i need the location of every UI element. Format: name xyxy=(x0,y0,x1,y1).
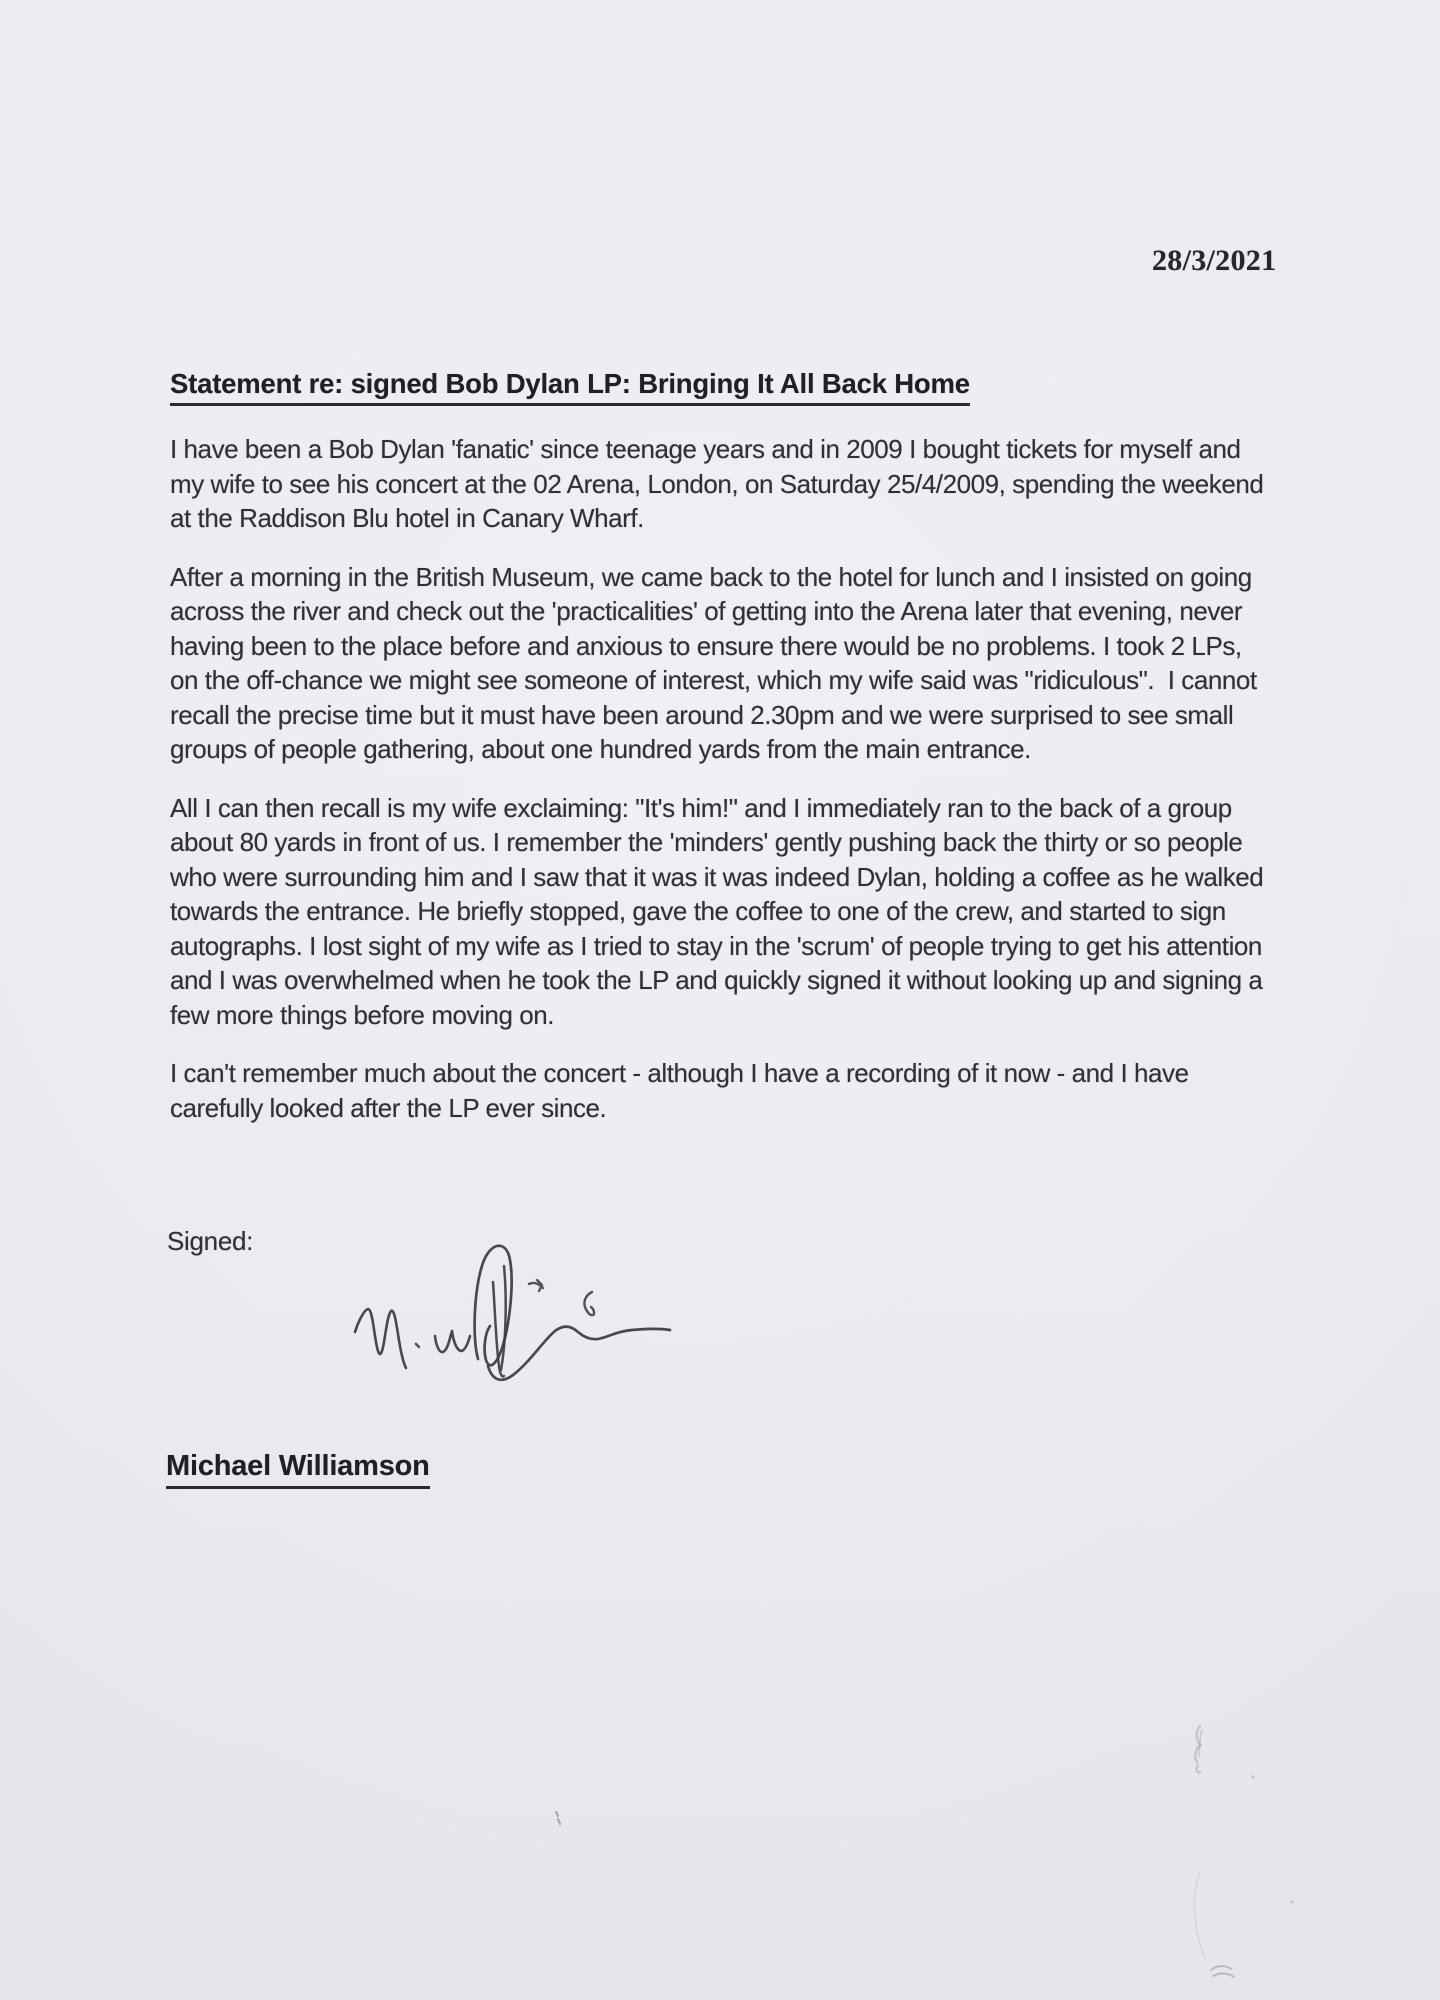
pencil-smudge xyxy=(1195,1726,1201,1773)
signature-stroke xyxy=(529,1280,543,1291)
signed-label: Signed: xyxy=(167,1226,254,1256)
paragraph: I can't remember much about the concert - although I have a recording of it now - and I have carefully looked after the LP ever since. xyxy=(170,1058,1196,1123)
signature-stroke xyxy=(501,1266,506,1370)
statement-title: Statement re: signed Bob Dylan LP: Bringing It All Back Home xyxy=(170,368,970,406)
dust-speck xyxy=(556,1812,560,1824)
paragraph: All I can then recall is my wife exclaiming: "It's him!" and I immediately ran to the back of a group about 80 yards in front of us. I remember the 'minders' gently pushing back the thirty or so people who were surrounding him and I saw that it was it was indeed Dylan, holding a coffee as he walked towards the entrance. He briefly stopped, gave the coffee to one of the crew, and started to sign autographs. I lost sight of my wife as I tried to stay in the 'scrum' of people trying to get his attention and I was overwhelmed when he took the LP and quickly signed it without looking up and signing a few more things before moving on. xyxy=(170,792,1271,1030)
pencil-smudge xyxy=(1199,1730,1202,1756)
statement-body xyxy=(170,432,1275,1149)
pencil-scribble xyxy=(1211,1966,1234,1977)
signature-stroke xyxy=(435,1331,470,1352)
signatory-name: Michael Williamson xyxy=(166,1450,430,1489)
dust-speck xyxy=(1251,1775,1254,1778)
pencil-arc-mark xyxy=(1194,1873,1205,1958)
dust-speck xyxy=(1291,1901,1294,1904)
paragraph: After a morning in the British Museum, we came back to the hotel for lunch and I insisted on going across the river and check out the 'practicalities' of getting into the Arena later that evening, never having been to the place before and anxious to ensure there would be no problems. I took 2 LPs, on the off-chance we might see someone of interest, which my wife said was "ridiculous". I cannot recall the precise time but it must have been around 2.30pm and we were surprised to see small groups of people gathering, about one hundred yards from the main entrance. xyxy=(170,561,1264,764)
handwritten-signature xyxy=(340,1238,690,1393)
paragraph: I have been a Bob Dylan 'fanatic' since teenage years and in 2009 I bought tickets for myself and my wife to see his concert at the 02 Arena, London, on Saturday 25/4/2009, spending the weekend at the Raddison Blu hotel in Canary Wharf. xyxy=(170,434,1271,533)
signature-stroke xyxy=(488,1327,670,1380)
date-text: 28/3/2021 xyxy=(1152,244,1277,277)
signature-stroke xyxy=(416,1344,419,1347)
signature-stroke xyxy=(584,1292,594,1315)
signature-stroke xyxy=(355,1309,406,1368)
